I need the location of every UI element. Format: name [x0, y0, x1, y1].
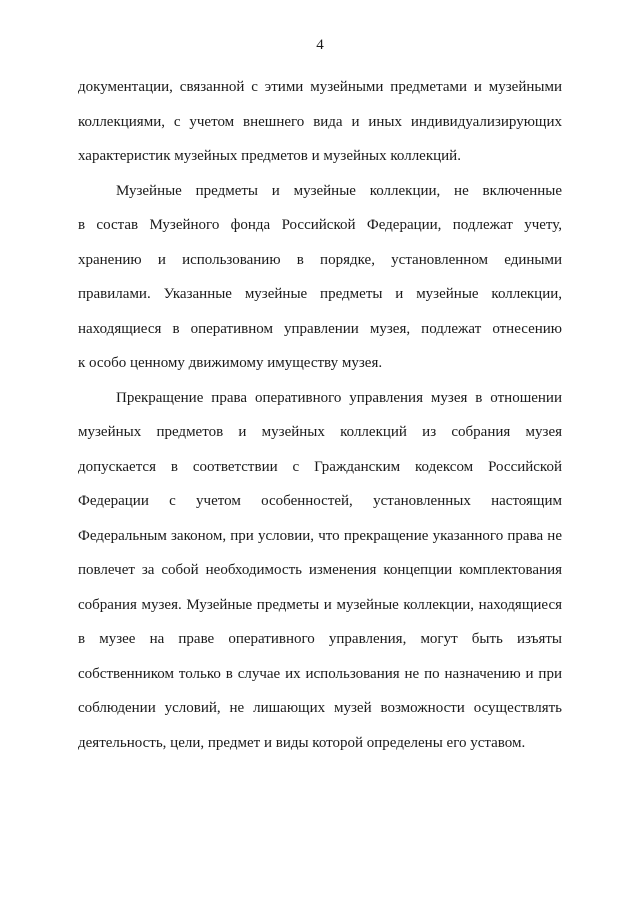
paragraph-2 [78, 174, 562, 381]
text-line: Федеральным законом, при условии, что прекращение указанного права не [78, 527, 562, 544]
paragraph-1 [78, 70, 562, 174]
text-line: Музейные предметы и музейные коллекции, не включенные [116, 182, 562, 199]
document-body [78, 70, 562, 760]
text-line: в музее на праве оперативного управления, могут быть изъяты [78, 631, 562, 647]
text-line: правилами. Указанные музейные предметы и музейные коллекции, [78, 286, 562, 302]
text-line: документации, связанной с этими музейными предметами и музейными [78, 79, 562, 95]
paragraph-3 [78, 381, 562, 761]
text-line: коллекциями, с учетом внешнего вида и иных индивидуализирующих [78, 113, 562, 130]
text-line: находящиеся в оперативном управлении музея, подлежат отнесению [78, 320, 562, 337]
text-line: музейных предметов и музейных коллекций из собрания музея [78, 424, 562, 440]
text-line: собственником только в случае их использования не по назначению и при [78, 665, 562, 682]
text-line: повлечет за собой необходимость изменения концепции комплектования [78, 562, 562, 578]
text-line: Федерации с учетом особенностей, установленных настоящим [78, 493, 562, 509]
page-number: 4 [316, 37, 324, 53]
text-line: характеристик музейных предметов и музейных коллекций. [78, 148, 461, 164]
text-line: собрания музея. Музейные предметы и музейные коллекции, находящиеся [78, 596, 562, 613]
text-line: соблюдении условий, не лишающих музей возможности осуществлять [78, 700, 562, 716]
text-line: в состав Музейного фонда Российской Федерации, подлежат учету, [78, 217, 562, 233]
text-line: хранению и использованию в порядке, установленном едиными [78, 251, 562, 268]
text-line: к особо ценному движимому имуществу музея. [78, 355, 383, 371]
text-line: деятельность, цели, предмет и виды которой определены его уставом. [78, 734, 526, 751]
text-line: допускается в соответствии с Гражданским кодексом Российской [78, 458, 562, 475]
text-line: Прекращение права оперативного управления музея в отношении [116, 389, 562, 406]
